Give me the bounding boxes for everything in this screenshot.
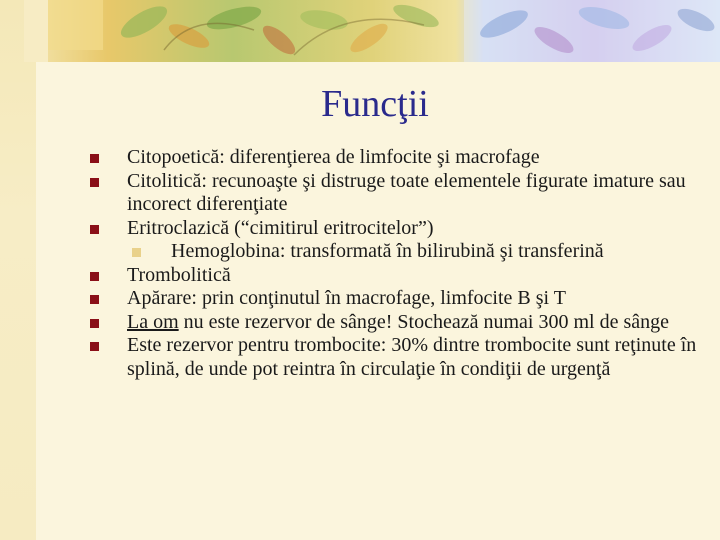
bullet-item	[90, 264, 700, 288]
bullet-text: Este rezervor pentru trombocite: 30% dintre trombocite sunt reţinute în splină, de unde pot reintra în circulaţie în condiţii de urgenţă	[127, 334, 697, 380]
bullet-text: Citolitică: recunoaşte şi distruge toate elementele figurate imature sau incorect diferenţiate	[127, 169, 686, 215]
bullet-item	[90, 311, 700, 335]
bullet-item	[90, 287, 700, 311]
leaf-pattern-banner	[24, 0, 720, 62]
bullet-item	[90, 170, 700, 217]
bullet-item	[90, 146, 700, 170]
bullet-text: Trombolitică	[127, 263, 231, 286]
bullet-square-icon	[90, 319, 99, 328]
bullet-square-icon	[90, 272, 99, 281]
bullet-square-icon	[90, 154, 99, 163]
banner-art	[24, 0, 720, 62]
sub-bullet-text: Hemoglobina: transformată în bilirubină şi transferină	[171, 240, 604, 262]
bullet-text: nu este rezervor de sânge! Stochează numai 300 ml de sânge	[178, 310, 670, 333]
bullet-item	[90, 334, 700, 381]
bullet-list	[90, 146, 700, 381]
sub-bullet-item	[90, 240, 700, 264]
bullet-square-icon	[90, 225, 99, 234]
bullet-square-icon	[90, 295, 99, 304]
bullet-text: Citopoetică: diferenţierea de limfocite şi macrofage	[127, 146, 540, 168]
bullet-text: Eritroclazică (“cimitirul eritrocitelor”)	[127, 216, 434, 239]
slide-title: Funcţii	[321, 83, 429, 125]
sub-bullet-square-icon	[132, 248, 141, 257]
bullet-item	[90, 217, 700, 241]
underlined-phrase: La om	[127, 310, 179, 333]
bullet-square-icon	[90, 342, 99, 351]
bullet-square-icon	[90, 178, 99, 187]
bullet-text: Apărare: prin conţinutul în macrofage, limfocite B şi T	[127, 287, 566, 309]
